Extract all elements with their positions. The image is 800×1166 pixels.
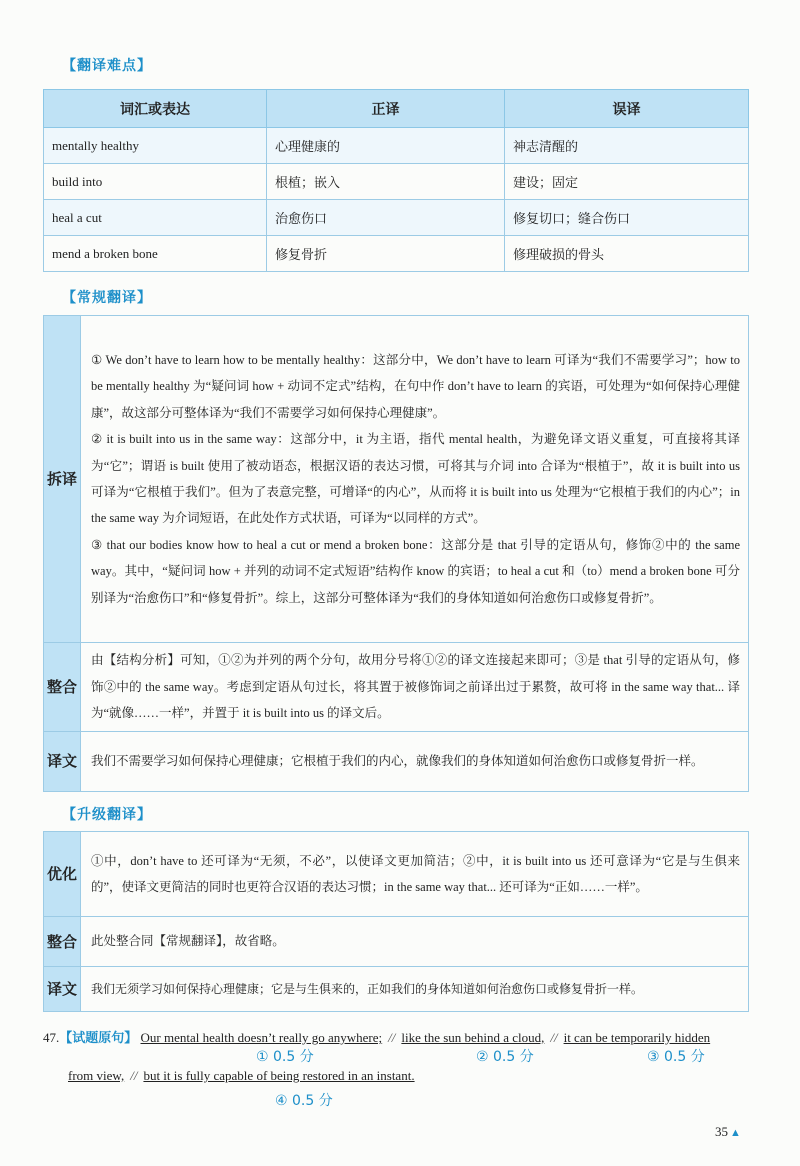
split-paragraph-1: ① We don’t have to learn how to be mentally healthy：这部分中，We don’t have to learn 可译为“我们不需要学习”；how to be mentally healthy 为“疑问词 how + 动词不定式”结构，在句中作 don’t have to learn 的宾语，可处理为“如何保持心理健康”，故这部分可整体译为“我们不需要学习如何保持心理健康”。 — [91, 352, 740, 420]
column-header: 误译 — [505, 90, 749, 128]
table-cell: mentally healthy — [44, 128, 267, 164]
translation-label: 译文 — [44, 731, 81, 791]
section-title-difficulties: 【翻译难点】 — [62, 58, 152, 74]
table-cell: 心理健康的 — [267, 128, 505, 164]
score-2: ② 0.5 分 — [476, 1049, 534, 1065]
upgraded-translation-box — [43, 831, 749, 1012]
graduation-cap-icon: ▲ — [730, 1127, 741, 1139]
merge-label: 整合 — [44, 642, 81, 731]
optimize-content: ①中，don’t have to 还可译为“无须，不必”，以使译文更加简洁；②中，it is built into us 还可意译为“它是与生俱来的”，使译文更简洁的同时也更符合汉语的表达习惯；in the same way that... 还可译为“正如……一样”。 — [81, 832, 749, 917]
split-paragraph-2: ② it is built into us in the same way：这部分中，it 为主语，指代 mental health，为避免译文语义重复，可直接将其译为“它”；谓语 is built 使用了被动语态，根据汉语的表达习惯，可将其与介词 into 合译为“根植于”，故 it is built into us 可译为“它根植于我们”。但为了表意完整，可增译“的内心”，从而将 it is built into us 处理为“它根植于我们的内心”；in the same way 为介词短语，在此处作方式状语，可译为“以同样的方式”。 — [91, 432, 740, 526]
vocab-table — [43, 89, 749, 272]
table-cell: 建设；固定 — [505, 164, 749, 200]
table-row — [44, 200, 749, 236]
table-row — [44, 236, 749, 272]
divider-slash: // — [130, 1068, 138, 1083]
score-1: ① 0.5 分 — [256, 1049, 314, 1065]
divider-slash: // — [388, 1030, 396, 1045]
question-number: 47. — [43, 1030, 60, 1045]
divider-slash: // — [550, 1030, 558, 1045]
table-cell: 修理破损的骨头 — [505, 236, 749, 272]
merge-content: 由【结构分析】可知，①②为并列的两个分句，故用分号将①②的译文连接起来即可；③是 that 引导的定语从句，修饰②中的 the same way。考虑到定语从句过长，将其置于被修饰词之前译出过于累赘，故可将 in the same way that... 译为“就像……一样”，并置于 it is built into us 的译文后。 — [81, 642, 749, 731]
regular-translation-box — [43, 315, 749, 792]
translation-row — [44, 731, 749, 791]
section-title-upgraded: 【升级翻译】 — [62, 807, 152, 823]
split-row — [44, 316, 749, 643]
table-cell: 治愈伤口 — [267, 200, 505, 236]
table-cell: 修复骨折 — [267, 236, 505, 272]
section-title-regular: 【常规翻译】 — [62, 290, 152, 306]
question-label: 【试题原句】 — [59, 1031, 138, 1046]
segment-3a: it can be temporarily hidden — [563, 1030, 711, 1045]
column-header: 正译 — [267, 90, 505, 128]
segment-4: but it is fully capable of being restored in an instant. — [143, 1068, 415, 1083]
translation-content: 我们不需要学习如何保持心理健康；它根植于我们的内心，就像我们的身体知道如何治愈伤口或修复骨折一样。 — [81, 731, 749, 791]
table-cell: 根植；嵌入 — [267, 164, 505, 200]
translation-content: 我们无须学习如何保持心理健康；它是与生俱来的，正如我们的身体知道如何治愈伤口或修复骨折一样。 — [81, 967, 749, 1012]
table-row — [44, 164, 749, 200]
score-4: ④ 0.5 分 — [275, 1093, 333, 1109]
page-number-text: 35 — [715, 1124, 728, 1139]
table-cell: 修复切口；缝合伤口 — [505, 200, 749, 236]
segment-3b: from view, — [68, 1068, 125, 1083]
merge-label: 整合 — [44, 917, 81, 967]
split-paragraph-3: ③ that our bodies know how to heal a cut or mend a broken bone：这部分是 that 引导的定语从句，修饰②中的 the same way。其中，“疑问词 how + 并列的动词不定式短语”结构作 know 的宾语；to heal a cut 和（to）mend a broken bone 可分别译为“治愈伤口”和“修复骨折”。综上，这部分可整体译为“我们的身体知道如何治愈伤口或修复骨折”。 — [91, 537, 740, 605]
question-line-1 — [43, 1027, 710, 1046]
optimize-row — [44, 832, 749, 917]
split-label: 拆译 — [44, 316, 81, 643]
translation-row — [44, 967, 749, 1012]
segment-1: Our mental health doesn’t really go anywhere; — [140, 1030, 383, 1045]
table-cell: mend a broken bone — [44, 236, 267, 272]
table-cell: heal a cut — [44, 200, 267, 236]
column-header: 词汇或表达 — [44, 90, 267, 128]
page-number — [715, 1124, 741, 1140]
split-content — [81, 316, 749, 643]
merge-row — [44, 642, 749, 731]
merge-content: 此处整合同【常规翻译】，故省略。 — [81, 917, 749, 967]
optimize-label: 优化 — [44, 832, 81, 917]
table-cell: 神志清醒的 — [505, 128, 749, 164]
table-header-row — [44, 90, 749, 128]
table-row — [44, 128, 749, 164]
translation-label: 译文 — [44, 967, 81, 1012]
segment-2: like the sun behind a cloud, — [401, 1030, 545, 1045]
question-line-2 — [68, 1068, 415, 1084]
merge-row — [44, 917, 749, 967]
score-3: ③ 0.5 分 — [647, 1049, 705, 1065]
table-cell: build into — [44, 164, 267, 200]
